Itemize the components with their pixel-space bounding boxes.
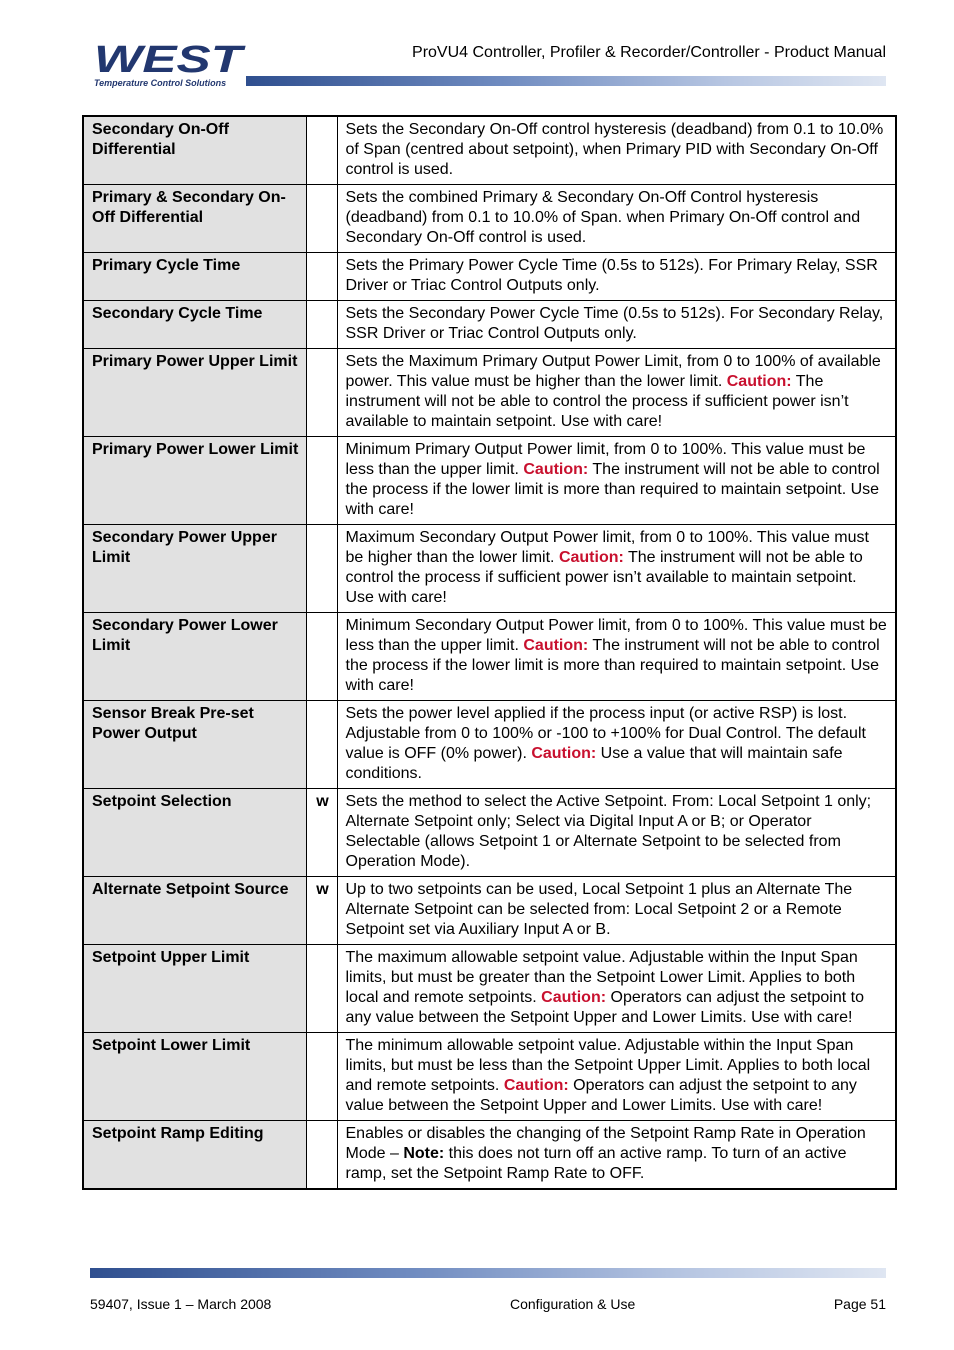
parameter-name: Primary & Secondary On-Off Differential xyxy=(83,185,306,253)
footer-doc-ref: 59407, Issue 1 – March 2008 xyxy=(90,1296,272,1312)
parameter-name: Setpoint Ramp Editing xyxy=(83,1121,306,1190)
table-row xyxy=(83,1121,896,1190)
logo-wordmark: WEST xyxy=(94,40,246,81)
description-text: Use a value that will maintain safe conditions. xyxy=(345,745,843,782)
west-logo xyxy=(92,40,248,92)
parameter-flag xyxy=(306,116,337,185)
note-label: Note: xyxy=(403,1145,445,1162)
parameter-description xyxy=(337,1121,896,1190)
description-text: The instrument will not be able to control the process if the lower limit is more than required to maintain setpoint. Use with care! xyxy=(345,461,880,518)
parameter-name: Alternate Setpoint Source xyxy=(83,877,306,945)
description-text: Minimum Primary Output Power limit, from 0 to 100%. This value must be less than the upper limit. xyxy=(345,441,866,478)
footer-section: Configuration & Use xyxy=(510,1296,636,1312)
description-text: Sets the combined Primary & Secondary On-Off Control hysteresis (deadband) from 0.1 to 10.0% of Span. when Primary On-Off control and Secondary On-Off control is used. xyxy=(345,189,861,246)
parameter-description xyxy=(337,877,896,945)
parameter-name: Sensor Break Pre-set Power Output xyxy=(83,701,306,789)
parameter-description xyxy=(337,1033,896,1121)
description-text: Up to two setpoints can be used, Local Setpoint 1 plus an Alternate The Alternate Setpoint can be selected from: Local Setpoint 2 or a Remote Setpoint set via Auxiliary Input A or B. xyxy=(345,881,853,938)
parameter-flag: w xyxy=(306,877,337,945)
parameter-description xyxy=(337,613,896,701)
description-text: Minimum Secondary Output Power limit, from 0 to 100%. This value must be less than the upper limit. xyxy=(345,617,887,654)
parameter-name: Secondary Cycle Time xyxy=(83,301,306,349)
table-row xyxy=(83,789,896,877)
parameter-description xyxy=(337,349,896,437)
parameter-description xyxy=(337,116,896,185)
description-text: Maximum Secondary Output Power limit, from 0 to 100%. This value must be higher than the lower limit. xyxy=(345,529,869,566)
parameter-flag xyxy=(306,1121,337,1190)
table-row xyxy=(83,877,896,945)
description-text: Operators can adjust the setpoint to any value between the Setpoint Upper and Lower Limits. Use with care! xyxy=(345,989,864,1026)
parameter-description xyxy=(337,945,896,1033)
parameter-name: Primary Cycle Time xyxy=(83,253,306,301)
table-row xyxy=(83,185,896,253)
parameter-table-body xyxy=(83,116,896,1189)
parameter-name: Secondary On-Off Differential xyxy=(83,116,306,185)
parameter-name: Secondary Power Lower Limit xyxy=(83,613,306,701)
parameter-description xyxy=(337,701,896,789)
caution-label: Caution: xyxy=(558,549,624,566)
caution-label: Caution: xyxy=(541,989,607,1006)
table-row xyxy=(83,701,896,789)
logo-tagline: Temperature Control Solutions xyxy=(94,78,227,88)
description-text: Sets the Secondary Power Cycle Time (0.5s to 512s). For Secondary Relay, SSR Driver or Triac Control Outputs only. xyxy=(345,305,884,342)
parameter-flag xyxy=(306,701,337,789)
description-text: The instrument will not be able to control the process if sufficient power isn’t available to maintain setpoint. Use with care! xyxy=(345,549,863,606)
description-text: The instrument will not be able to control the process if sufficient power isn’t available to maintain setpoint. Use with care! xyxy=(345,373,849,430)
document-title: ProVU4 Controller, Profiler & Recorder/Controller - Product Manual xyxy=(412,44,886,61)
description-text: Enables or disables the changing of the Setpoint Ramp Rate in Operation Mode – xyxy=(345,1125,866,1162)
parameter-flag xyxy=(306,349,337,437)
caution-label: Caution: xyxy=(503,1077,569,1094)
description-text: The minimum allowable setpoint value. Adjustable within the Input Span limits, but must be less than the Setpoint Upper Limit. Applies to both local and remote setpoints. xyxy=(345,1037,871,1094)
parameter-flag xyxy=(306,525,337,613)
parameter-table xyxy=(82,115,897,1190)
parameter-description xyxy=(337,525,896,613)
description-text: Sets the Primary Power Cycle Time (0.5s to 512s). For Primary Relay, SSR Driver or Triac Control Outputs only. xyxy=(345,257,878,294)
caution-label: Caution: xyxy=(531,745,597,762)
parameter-description xyxy=(337,437,896,525)
parameter-name: Primary Power Upper Limit xyxy=(83,349,306,437)
description-text: The instrument will not be able to control the process if the lower limit is more than required to maintain setpoint. Use with care! xyxy=(345,637,880,694)
table-row xyxy=(83,945,896,1033)
table-row xyxy=(83,613,896,701)
parameter-description xyxy=(337,789,896,877)
table-row xyxy=(83,301,896,349)
parameter-flag xyxy=(306,1033,337,1121)
parameter-flag xyxy=(306,613,337,701)
footer-page-number: Page 51 xyxy=(833,1296,886,1312)
caution-label: Caution: xyxy=(726,373,792,390)
table-row xyxy=(83,437,896,525)
description-text: Sets the power level applied if the process input (or active RSP) is lost. Adjustable from 0 to 100% or -100 to +100% for Dual Control. The default value is OFF (0% power). xyxy=(345,705,866,762)
table-row xyxy=(83,1033,896,1121)
footer-rule xyxy=(90,1268,886,1278)
header-rule xyxy=(246,76,886,86)
description-text: this does not turn off an active ramp. To turn of an active ramp, set the Setpoint Ramp Rate to OFF. xyxy=(345,1145,847,1182)
parameter-flag xyxy=(306,945,337,1033)
description-text: Operators can adjust the setpoint to any value between the Setpoint Upper and Lower Limits. Use with care! xyxy=(345,1077,857,1114)
parameter-description xyxy=(337,253,896,301)
parameter-flag xyxy=(306,301,337,349)
caution-label: Caution: xyxy=(523,461,589,478)
description-text: Sets the Maximum Primary Output Power Limit, from 0 to 100% of available power. This value must be higher than the lower limit. xyxy=(345,353,881,390)
parameter-description xyxy=(337,185,896,253)
parameter-name: Primary Power Lower Limit xyxy=(83,437,306,525)
caution-label: Caution: xyxy=(523,637,589,654)
parameter-name: Setpoint Lower Limit xyxy=(83,1033,306,1121)
parameter-flag: w xyxy=(306,789,337,877)
table-row xyxy=(83,116,896,185)
table-row xyxy=(83,253,896,301)
parameter-flag xyxy=(306,437,337,525)
parameter-flag xyxy=(306,185,337,253)
parameter-flag xyxy=(306,253,337,301)
parameter-name: Secondary Power Upper Limit xyxy=(83,525,306,613)
table-row xyxy=(83,349,896,437)
description-text: The maximum allowable setpoint value. Adjustable within the Input Span limits, but must be greater than the Setpoint Lower Limit. Applies to both local and remote setpoints. xyxy=(345,949,858,1006)
table-row xyxy=(83,525,896,613)
parameter-description xyxy=(337,301,896,349)
description-text: Sets the method to select the Active Setpoint. From: Local Setpoint 1 only; Alternate Setpoint only; Select via Digital Input A or B; or Operator Selectable (allows Setpoint 1 or Alternate Setpoint to be selected from Operation Mode). xyxy=(345,793,872,870)
parameter-name: Setpoint Upper Limit xyxy=(83,945,306,1033)
description-text: Sets the Secondary On-Off control hysteresis (deadband) from 0.1 to 10.0% of Span (centred about setpoint), when Primary PID with Secondary On-Off control is used. xyxy=(345,121,884,178)
parameter-name: Setpoint Selection xyxy=(83,789,306,877)
